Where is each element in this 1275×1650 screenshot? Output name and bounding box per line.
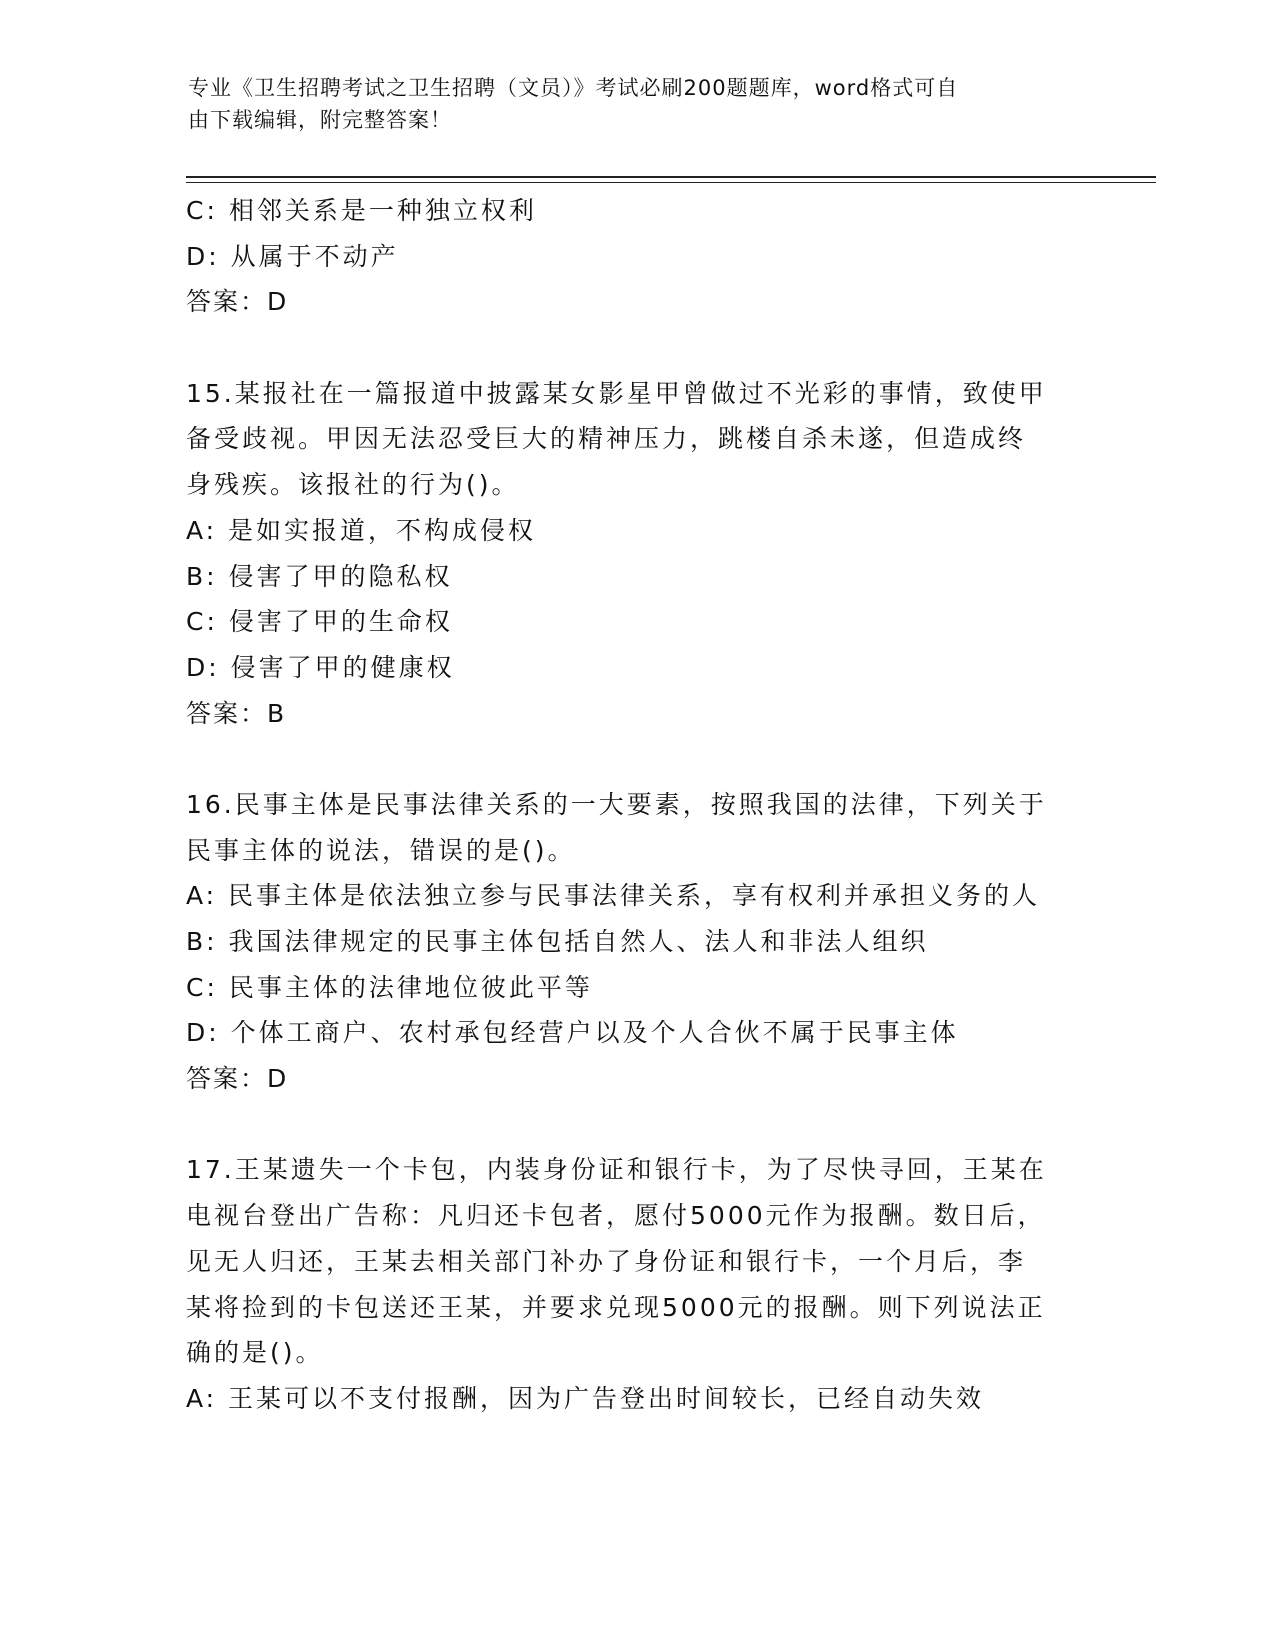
- option-a: A: 是如实报道，不构成侵权: [186, 515, 537, 545]
- question-17: [186, 1147, 1086, 1421]
- option-c: C: 相邻关系是一种独立权利: [186, 196, 537, 225]
- header-line-1: 专业《卫生招聘考试之卫生招聘（文员）》考试必刷200题题库，word格式可自: [188, 76, 959, 100]
- spacer: [186, 1102, 1086, 1148]
- option-d: D: 个体工商户、农村承包经营户以及个人合伙不属于民事主体: [186, 1018, 959, 1048]
- question-stem-line: 确的是()。: [186, 1338, 324, 1368]
- question-stem-line: 某将捡到的卡包送还王某，并要求兑现5000元的报酬。则下列说法正: [186, 1292, 1046, 1322]
- question-stem-line: 17.王某遗失一个卡包，内装身份证和银行卡，为了尽快寻回，王某在: [186, 1155, 1047, 1185]
- question-16: [186, 782, 1086, 1102]
- answer-label: 答案：: [186, 287, 268, 317]
- answer-label: 答案：: [186, 1064, 268, 1094]
- question-stem-line: 民事主体的说法，错误的是()。: [186, 835, 576, 865]
- option-d: D: 侵害了甲的健康权: [186, 652, 455, 682]
- option-a: A: 王某可以不支付报酬，因为广告登出时间较长，已经自动失效: [186, 1383, 985, 1413]
- option-c: C: 民事主体的法律地位彼此平等: [186, 972, 593, 1002]
- header-divider-bottom: [186, 182, 1156, 183]
- answer-line: [186, 1056, 1086, 1102]
- header-divider-top: [186, 176, 1156, 178]
- spacer: [186, 736, 1086, 782]
- option-a: A: 民事主体是依法独立参与民事法律关系，享有权利并承担义务的人: [186, 881, 1041, 911]
- question-stem-line: 15.某报社在一篇报道中披露某女影星甲曾做过不光彩的事情，致使甲: [186, 378, 1047, 408]
- option-d: D: 从属于不动产: [186, 241, 399, 271]
- question-list: [186, 188, 1086, 1422]
- question-14-tail: [186, 188, 1086, 325]
- question-stem-line: 备受歧视。甲因无法忍受巨大的精神压力，跳楼自杀未遂，但造成终: [186, 424, 1027, 454]
- option-c: C: 侵害了甲的生命权: [186, 607, 453, 637]
- question-stem-line: 16.民事主体是民事法律关系的一大要素，按照我国的法律，下列关于: [186, 789, 1047, 819]
- question-15: [186, 371, 1086, 737]
- question-stem-line: 身残疾。该报社的行为()。: [186, 470, 520, 500]
- header-line-2: 由下载编辑，附完整答案！: [188, 108, 452, 132]
- answer-value: D: [267, 1064, 288, 1094]
- answer-value: D: [267, 287, 288, 317]
- document-header: [188, 72, 1068, 136]
- answer-line: [186, 279, 1086, 325]
- answer-value: B: [267, 698, 286, 728]
- answer-line: [186, 691, 1086, 737]
- spacer: [186, 325, 1086, 371]
- option-b: B: 我国法律规定的民事主体包括自然人、法人和非法人组织: [186, 927, 929, 956]
- question-stem-line: 电视台登出广告称：凡归还卡包者，愿付5000元作为报酬。数日后，: [186, 1201, 1046, 1231]
- question-stem-line: 见无人归还，王某去相关部门补办了身份证和银行卡，一个月后，李: [186, 1246, 1027, 1276]
- option-b: B: 侵害了甲的隐私权: [186, 561, 453, 591]
- answer-label: 答案：: [186, 698, 268, 728]
